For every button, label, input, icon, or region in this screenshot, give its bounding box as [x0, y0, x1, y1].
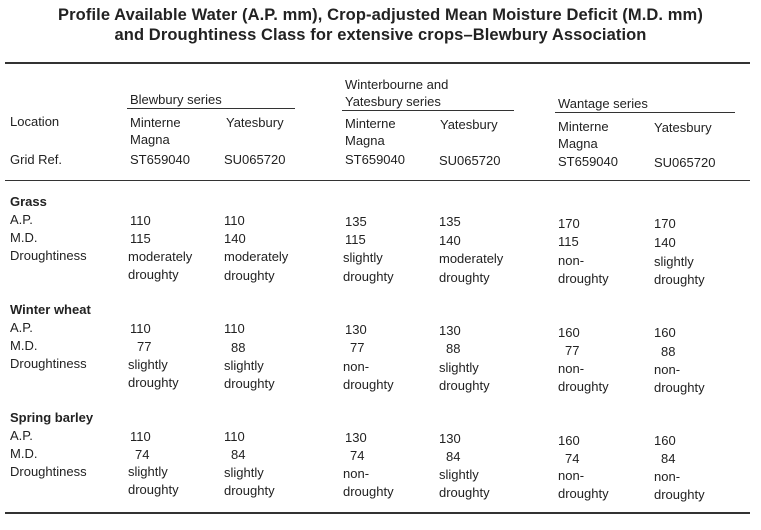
md-value: 115 [345, 232, 366, 247]
droughtiness-line-2: droughty [558, 379, 609, 394]
md-value: 84 [661, 451, 676, 466]
ap-value: 160 [654, 433, 676, 448]
location-line-1: Minterne [345, 116, 396, 131]
grid-ref-value: SU065720 [224, 152, 286, 167]
table-title-line-1: Profile Available Water (A.P. mm), Crop-adjusted Mean Moisture Deficit (M.D. mm) [58, 6, 703, 24]
bottom-rule [5, 512, 750, 514]
droughtiness-label: Droughtiness [10, 248, 87, 263]
ap-value: 170 [654, 216, 676, 231]
ap-value: 130 [439, 431, 461, 446]
ap-value: 130 [345, 322, 367, 337]
section-title: Winter wheat [10, 302, 91, 317]
ap-value: 160 [558, 325, 580, 340]
droughtiness-line-1: slightly [343, 250, 383, 265]
location-line-2: Magna [130, 132, 170, 147]
md-value: 74 [565, 451, 580, 466]
group-underline-blewbury [127, 108, 295, 109]
droughtiness-line-1: slightly [224, 358, 264, 373]
table-title-line-2: and Droughtiness Class for extensive crops–Blewbury Association [114, 26, 647, 44]
md-value: 84 [446, 449, 461, 464]
location-line-1: Yatesbury [440, 117, 498, 132]
grid-ref-label: Grid Ref. [10, 152, 63, 167]
droughtiness-line-2: droughty [343, 269, 394, 284]
location-line-1: Minterne [130, 115, 181, 130]
ap-label: A.P. [10, 212, 33, 227]
droughtiness-line-2: droughty [343, 484, 394, 499]
droughtiness-line-1: slightly [128, 464, 168, 479]
ap-value: 110 [224, 213, 245, 228]
droughtiness-line-2: droughty [654, 272, 705, 287]
group-underline-winterbourne [342, 110, 514, 111]
md-value: 88 [446, 341, 461, 356]
group-underline-wantage [555, 112, 735, 113]
md-value: 88 [231, 340, 246, 355]
droughtiness-line-2: droughty [128, 267, 179, 282]
header-rule [5, 180, 750, 181]
ap-value: 110 [130, 213, 151, 228]
droughtiness-label: Droughtiness [10, 464, 87, 479]
location-line-2: Magna [345, 133, 385, 148]
section-title: Grass [10, 194, 47, 209]
md-value: 74 [350, 448, 365, 463]
md-value: 140 [224, 231, 246, 246]
ap-label: A.P. [10, 428, 33, 443]
group-header-winterbourne-line-2: Yatesbury series [345, 94, 441, 109]
droughtiness-line-2: droughty [558, 486, 609, 501]
droughtiness-line-1: non- [343, 466, 370, 481]
droughtiness-line-1: slightly [439, 360, 479, 375]
droughtiness-line-1: non- [654, 469, 681, 484]
droughtiness-line-2: droughty [439, 378, 490, 393]
md-label: M.D. [10, 338, 38, 353]
md-value: 77 [565, 343, 580, 358]
ap-value: 170 [558, 216, 580, 231]
ap-value: 110 [224, 321, 245, 336]
droughtiness-line-2: droughty [654, 487, 705, 502]
ap-label: A.P. [10, 320, 33, 335]
top-rule [5, 62, 750, 64]
ap-value: 130 [439, 323, 461, 338]
md-value: 140 [654, 235, 676, 250]
location-line-2: Magna [558, 136, 598, 151]
droughtiness-line-2: droughty [224, 268, 275, 283]
droughtiness-line-2: droughty [224, 376, 275, 391]
ap-value: 160 [654, 325, 676, 340]
droughtiness-line-2: droughty [224, 483, 275, 498]
ap-value: 130 [345, 430, 367, 445]
droughtiness-line-1: slightly [224, 465, 264, 480]
md-value: 115 [130, 231, 151, 246]
md-value: 74 [135, 447, 150, 462]
droughtiness-line-2: droughty [128, 375, 179, 390]
grid-ref-value: SU065720 [654, 155, 716, 170]
droughtiness-line-1: slightly [439, 467, 479, 482]
grid-ref-value: ST659040 [130, 152, 190, 167]
md-label: M.D. [10, 446, 38, 461]
ap-value: 110 [130, 321, 151, 336]
ap-value: 135 [439, 214, 461, 229]
group-header-winterbourne-line-1: Winterbourne and [345, 77, 449, 92]
droughtiness-line-1: slightly [654, 254, 694, 269]
md-label: M.D. [10, 230, 38, 245]
location-line-1: Minterne [558, 119, 609, 134]
droughtiness-line-1: moderately [224, 249, 289, 264]
droughtiness-label: Droughtiness [10, 356, 87, 371]
droughtiness-line-2: droughty [343, 377, 394, 392]
ap-value: 110 [224, 429, 245, 444]
md-value: 88 [661, 344, 676, 359]
droughtiness-line-1: slightly [128, 357, 168, 372]
location-line-1: Yatesbury [226, 115, 284, 130]
md-value: 84 [231, 447, 246, 462]
md-value: 115 [558, 234, 579, 249]
ap-value: 135 [345, 214, 367, 229]
droughtiness-line-2: droughty [439, 485, 490, 500]
section-title: Spring barley [10, 410, 94, 425]
md-value: 77 [137, 339, 152, 354]
ap-value: 110 [130, 429, 151, 444]
grid-ref-value: ST659040 [558, 154, 618, 169]
grid-ref-value: ST659040 [345, 152, 405, 167]
md-value: 140 [439, 233, 461, 248]
ap-value: 160 [558, 433, 580, 448]
location-line-1: Yatesbury [654, 120, 712, 135]
droughtiness-line-1: non- [558, 253, 585, 268]
group-header-wantage: Wantage series [558, 96, 648, 111]
droughtiness-line-2: droughty [439, 270, 490, 285]
droughtiness-line-1: moderately [128, 249, 193, 264]
droughtiness-line-1: moderately [439, 251, 504, 266]
group-header-blewbury: Blewbury series [130, 92, 222, 107]
md-value: 77 [350, 340, 365, 355]
location-label: Location [10, 114, 60, 129]
droughtiness-line-2: droughty [654, 380, 705, 395]
grid-ref-value: SU065720 [439, 153, 501, 168]
droughtiness-line-1: non- [654, 362, 681, 377]
droughtiness-line-1: non- [558, 468, 585, 483]
droughtiness-line-2: droughty [128, 482, 179, 497]
droughtiness-line-2: droughty [558, 271, 609, 286]
droughtiness-line-1: non- [558, 361, 585, 376]
droughtiness-line-1: non- [343, 359, 370, 374]
